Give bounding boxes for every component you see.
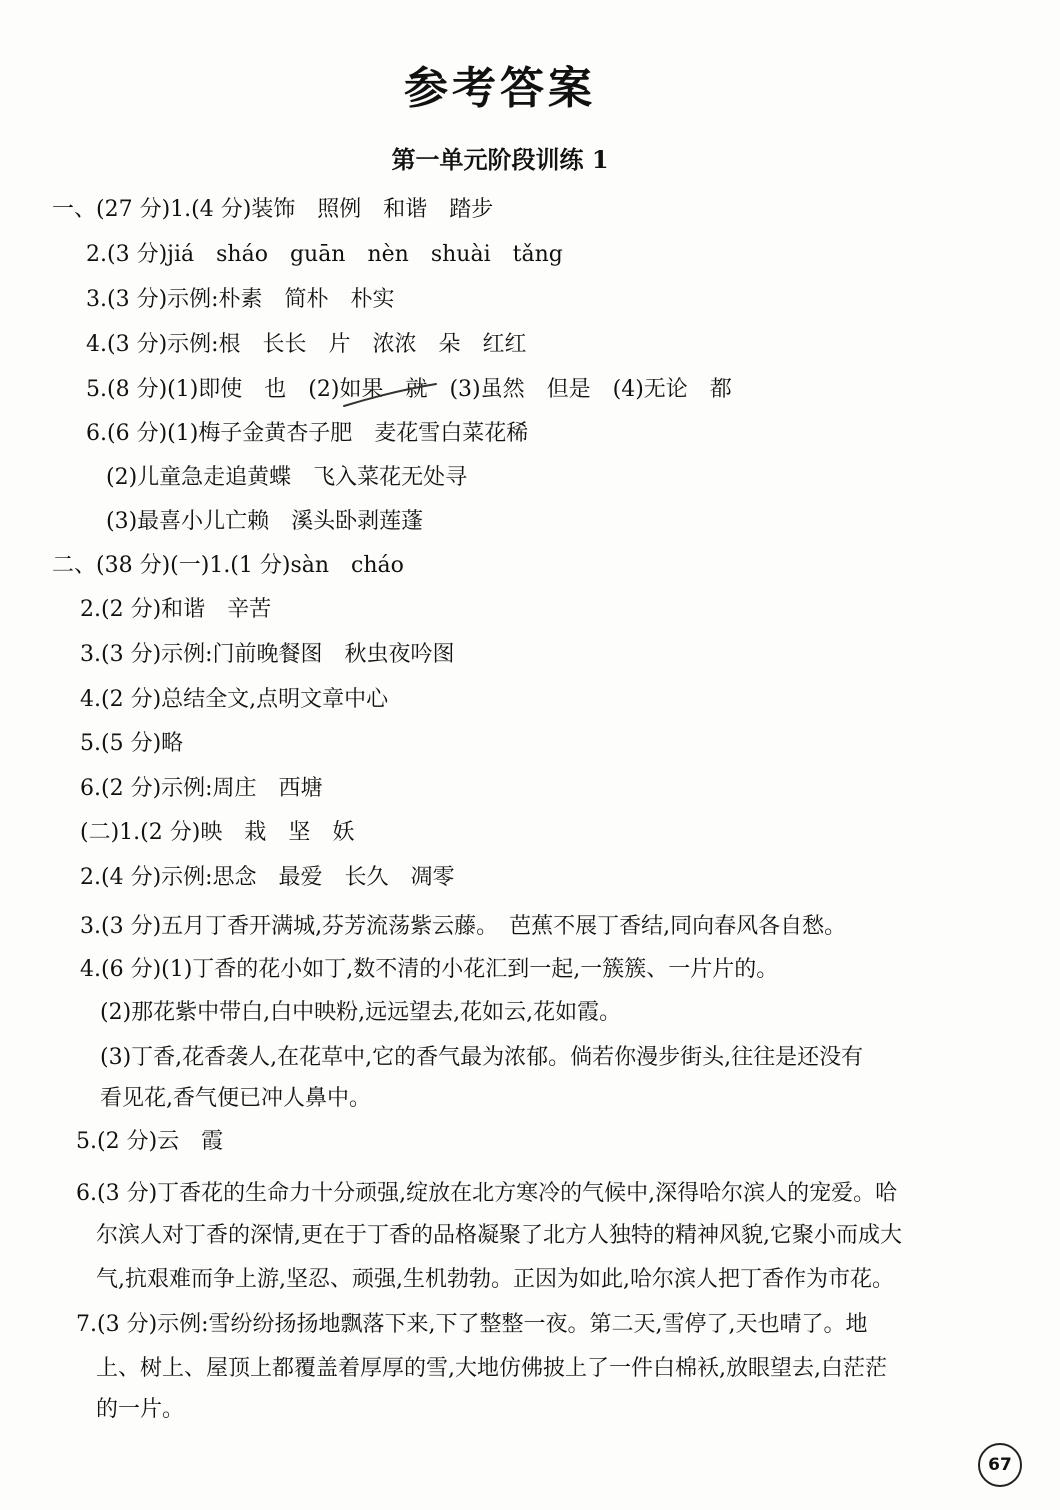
- answer-line-15: (二)1.(2 分)映 栽 坚 妖: [80, 820, 355, 845]
- answer-line-27: 上、树上、屋顶上都覆盖着厚厚的雪,大地仿佛披上了一件白棉袄,放眼望去,白茫茫: [96, 1356, 887, 1381]
- answer-line-10: 2.(2 分)和谐 辛苦: [80, 597, 272, 622]
- answer-line-4: 4.(3 分)示例:根 长长 片 浓浓 朵 红红: [86, 332, 527, 357]
- pen-mark: [340, 378, 440, 418]
- answer-line-21: 看见花,香气便已冲人鼻中。: [100, 1086, 371, 1111]
- answer-line-9: 二、(38 分)(一)1.(1 分)sàn cháo: [52, 553, 404, 578]
- answer-line-20: (3)丁香,花香袭人,在花草中,它的香气最为浓郁。倘若你漫步街头,往往是还没有: [100, 1045, 864, 1070]
- answer-line-11: 3.(3 分)示例:门前晚餐图 秋虫夜吟图: [80, 642, 455, 667]
- answer-line-7: (2)儿童急走追黄蝶 飞入菜花无处寻: [106, 465, 468, 490]
- answer-line-1: 一、(27 分)1.(4 分)装饰 照例 和谐 踏步: [52, 197, 494, 222]
- page-title: 参考答案: [404, 63, 596, 114]
- answer-line-23: 6.(3 分)丁香花的生命力十分顽强,绽放在北方寒冷的气候中,深得哈尔滨人的宠爱。哈: [76, 1181, 898, 1206]
- answer-line-13: 5.(5 分)略: [80, 731, 184, 756]
- answer-line-16: 2.(4 分)示例:思念 最爱 长久 凋零: [80, 865, 455, 890]
- answer-line-8: (3)最喜小儿亡赖 溪头卧剥莲蓬: [106, 509, 424, 534]
- answer-line-17: 3.(3 分)五月丁香开满城,芬芳流荡紫云藤。 芭蕉不展丁香结,同向春风各自愁。: [80, 914, 847, 939]
- answer-line-24: 尔滨人对丁香的深情,更在于丁香的品格凝聚了北方人独特的精神风貌,它聚小而成大: [96, 1223, 902, 1248]
- answer-line-26: 7.(3 分)示例:雪纷纷扬扬地飘落下来,下了整整一夜。第二天,雪停了,天也晴了。地: [76, 1312, 868, 1337]
- answer-line-2: 2.(3 分)jiá sháo guān nèn shuài tǎng: [86, 242, 563, 267]
- answer-line-3: 3.(3 分)示例:朴素 简朴 朴实: [86, 287, 395, 312]
- section-title: 第一单元阶段训练 1: [391, 145, 609, 174]
- answer-line-5: 5.(8 分)(1)即使 也 (2)如果 就 (3)虽然 但是 (4)无论 都: [86, 377, 732, 402]
- answer-line-6: 6.(6 分)(1)梅子金黄杏子肥 麦花雪白菜花稀: [86, 421, 529, 446]
- answer-line-12: 4.(2 分)总结全文,点明文章中心: [80, 687, 389, 712]
- answer-line-22: 5.(2 分)云 霞: [76, 1129, 224, 1154]
- answer-line-14: 6.(2 分)示例:周庄 西塘: [80, 776, 323, 801]
- answer-line-19: (2)那花紫中带白,白中映粉,远远望去,花如云,花如霞。: [100, 1000, 622, 1025]
- answer-line-25: 气,抗艰难而争上游,坚忍、顽强,生机勃勃。正因为如此,哈尔滨人把丁香作为市花。: [96, 1267, 894, 1292]
- page-number-badge: 67: [978, 1443, 1022, 1487]
- answer-line-28: 的一片。: [96, 1397, 185, 1422]
- answer-line-18: 4.(6 分)(1)丁香的花小如丁,数不清的小花汇到一起,一簇簇、一片片的。: [80, 957, 779, 982]
